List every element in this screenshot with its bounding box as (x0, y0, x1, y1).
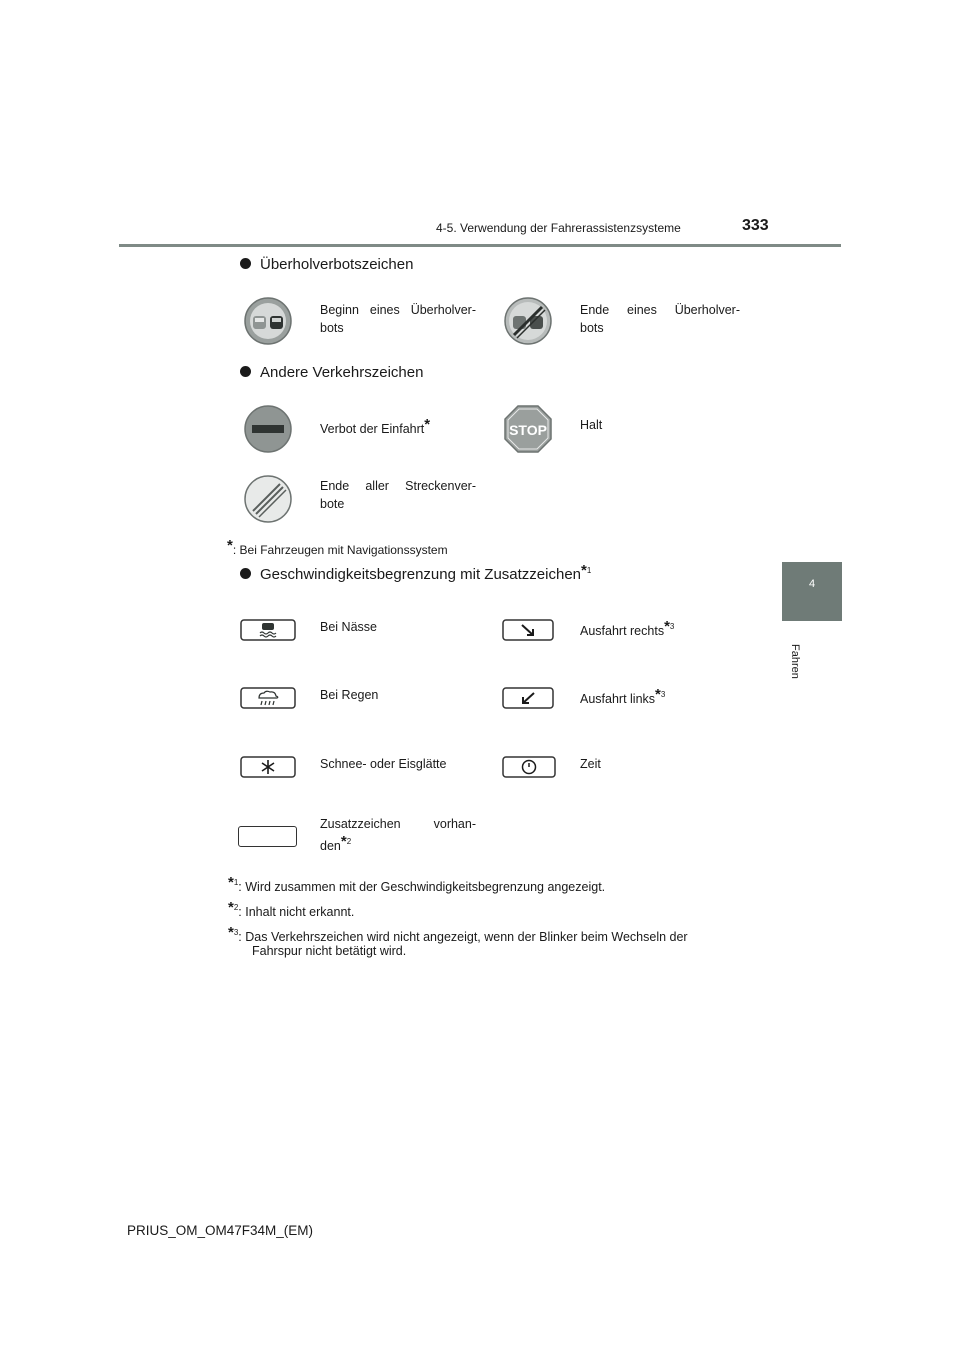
footnote-2: *$^2$: Inhalt nicht erkannt. (228, 899, 355, 919)
bullet-icon (240, 258, 251, 269)
end-no-overtaking-sign-icon (504, 297, 552, 345)
label-end-all-restrictions-2: bote (320, 497, 345, 511)
label-rain: Bei Regen (320, 688, 379, 702)
label-no-entry: Verbot der Einfahrt* (320, 416, 431, 436)
no-entry-sign-icon (244, 405, 292, 453)
label-time: Zeit (580, 757, 601, 771)
section-title-other: Andere Verkehrszeichen (240, 364, 423, 381)
footnote-3: *$^3$: Das Verkehrszeichen wird nicht angezeigt, wenn der Blinker beim Wechseln der (228, 924, 688, 944)
chapter-tab[interactable]: 4 (782, 562, 842, 621)
time-plate-icon (502, 756, 556, 778)
rain-plate-icon (240, 687, 296, 709)
page-number: 333 (742, 217, 769, 234)
footer-doc-code: PRIUS_OM_OM47F34M_(EM) (127, 1223, 314, 1238)
label-exit-left: Ausfahrt links*$^3$ (580, 686, 666, 706)
exit-right-plate-icon (502, 619, 554, 641)
exit-left-plate-icon (502, 687, 554, 709)
label-begin-overtaking: Beginn eines Überholver- (320, 303, 476, 317)
label-additional-2: den*$^2$ (320, 833, 352, 853)
label-end-overtaking: Ende eines Überholver- (580, 303, 740, 317)
stop-sign-text: STOP (509, 422, 547, 438)
label-snow-ice: Schnee- oder Eisglätte (320, 757, 447, 771)
bullet-icon (240, 568, 251, 579)
label-exit-right: Ausfahrt rechts*$^3$ (580, 618, 675, 638)
chapter-label: Fahren (789, 644, 801, 679)
footnote-1: *$^1$: Wird zusammen mit der Geschwindigkeitsbegrenzung angezeigt. (228, 874, 606, 894)
snow-ice-plate-icon (240, 756, 296, 778)
end-of-all-restrictions-sign-icon (244, 475, 292, 523)
label-additional: Zusatzzeichen vorhan- (320, 817, 476, 831)
footnote-other: *: Bei Fahrzeugen mit Navigationssystem (227, 537, 448, 557)
wet-road-plate-icon (240, 619, 296, 641)
header-section-title: 4-5. Verwendung der Fahrerassistenzsysteme (436, 221, 681, 235)
no-overtaking-sign-icon (244, 297, 292, 345)
label-stop: Halt (580, 418, 603, 432)
bullet-icon (240, 366, 251, 377)
label-begin-overtaking-2: bots (320, 321, 344, 335)
stop-sign-icon (504, 405, 552, 453)
section-title-speed: Geschwindigkeitsbegrenzung mit Zusatzzeichen*$^1$ (240, 562, 591, 583)
footnote-3-continuation: Fahrspur nicht betätigt wird. (252, 944, 407, 958)
header-rule (119, 244, 841, 247)
label-end-all-restrictions: Ende aller Streckenver- (320, 479, 476, 493)
section-title-overtaking: Überholverbotszeichen (240, 256, 413, 273)
label-end-overtaking-2: bots (580, 321, 604, 335)
label-wet: Bei Nässe (320, 620, 377, 634)
additional-sign-plate-icon (238, 826, 297, 847)
